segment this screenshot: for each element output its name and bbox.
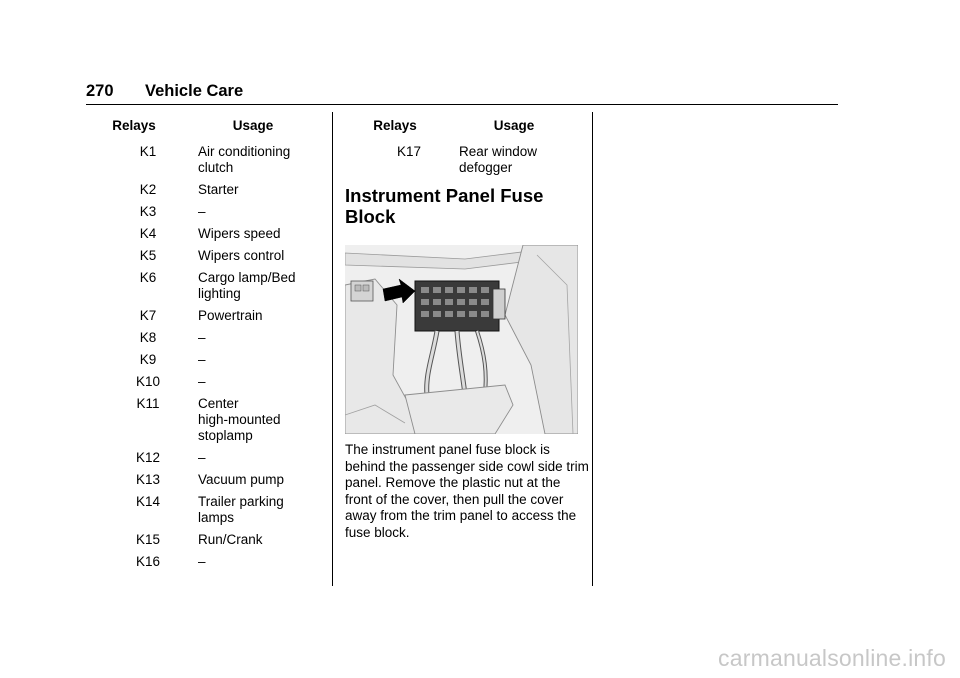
table-body: [98, 144, 318, 570]
usage-text: Starter: [198, 182, 239, 197]
usage-cell: [198, 532, 318, 548]
table-header-row: [359, 118, 579, 134]
usage-cell: [198, 248, 318, 264]
fuse-block-location-text: The instrument panel fuse block is behind the passenger side cowl side trim panel. Remove the plastic nut at the front of the cover, then pull the cover away from the trim panel to access the fuse block.: [345, 442, 589, 540]
column-header-relays: Relays: [112, 118, 156, 133]
table-row: [98, 308, 318, 324]
relay-id: K11: [136, 396, 160, 411]
usage-cell: [198, 204, 318, 220]
relay-cell: [98, 308, 198, 324]
table-row: [98, 554, 318, 570]
relay-usage-table-right: [359, 118, 579, 182]
usage-text: –: [198, 352, 206, 367]
usage-cell: [198, 144, 318, 176]
relay-id: K15: [135, 532, 161, 547]
usage-text: Vacuum pump: [198, 472, 285, 487]
table-row: [359, 144, 579, 176]
usage-cell: [459, 144, 579, 176]
table-row: [98, 450, 318, 466]
relay-cell: [98, 494, 198, 526]
usage-cell: [198, 450, 318, 466]
relay-cell: [98, 182, 198, 198]
usage-text: Wipers speed: [198, 226, 281, 241]
usage-cell: [198, 330, 318, 346]
usage-cell: [198, 472, 318, 488]
usage-text-continued: lighting: [198, 286, 241, 301]
usage-cell: [198, 226, 318, 242]
relay-cell: [98, 204, 198, 220]
relay-cell: [98, 554, 198, 570]
table-row: [98, 144, 318, 176]
site-watermark: carmanualsonline.info: [718, 645, 946, 671]
usage-text: Run/Crank: [198, 532, 263, 547]
subsection-heading: Instrument Panel Fuse Block: [345, 185, 544, 227]
table-row: [98, 182, 318, 198]
column-divider-left: [332, 112, 333, 586]
usage-text: –: [198, 554, 206, 569]
usage-text-continued: clutch: [198, 160, 234, 175]
table-row: [98, 204, 318, 220]
usage-cell: [198, 182, 318, 198]
usage-cell: [198, 352, 318, 368]
usage-text: Air conditioning: [198, 144, 291, 159]
relay-id: K9: [139, 352, 157, 367]
table-row: [98, 248, 318, 264]
usage-text: –: [198, 330, 206, 345]
relay-id: K4: [139, 226, 157, 241]
relay-id: K17: [396, 144, 422, 159]
table-header-row: [98, 118, 318, 134]
section-title: Vehicle Care: [145, 82, 244, 100]
relay-usage-table-left: [98, 118, 318, 576]
usage-text: Rear window: [459, 144, 538, 159]
relay-cell: [98, 144, 198, 176]
relay-id: K1: [139, 144, 157, 159]
relay-cell: [98, 226, 198, 242]
relay-id: K8: [139, 330, 157, 345]
relay-cell: [98, 270, 198, 302]
usage-text: –: [198, 204, 206, 219]
usage-text-continued: defogger: [459, 160, 513, 175]
table-row: [98, 270, 318, 302]
usage-text-continued: high-mounted stoplamp: [198, 412, 281, 443]
usage-cell: [198, 308, 318, 324]
usage-text-continued: lamps: [198, 510, 235, 525]
table-body: [359, 144, 579, 176]
column-header-relays: Relays: [373, 118, 417, 133]
relay-id: K6: [139, 270, 157, 285]
table-row: [98, 532, 318, 548]
usage-text: Wipers control: [198, 248, 285, 263]
relay-id: K10: [135, 374, 161, 389]
usage-text: Cargo lamp/Bed: [198, 270, 296, 285]
usage-cell: [198, 374, 318, 390]
table-row: [98, 374, 318, 390]
relay-id: K12: [135, 450, 161, 465]
relay-id: K3: [139, 204, 157, 219]
fuse-block-location-illustration: [345, 245, 578, 434]
table-row: [98, 352, 318, 368]
usage-cell: [198, 554, 318, 570]
page-number: 270: [86, 82, 114, 100]
relay-cell: [98, 248, 198, 264]
relay-cell: [98, 472, 198, 488]
relay-id: K7: [139, 308, 157, 323]
usage-text: Center: [198, 396, 239, 411]
relay-cell: [98, 532, 198, 548]
table-row: [98, 494, 318, 526]
usage-cell: [198, 396, 318, 444]
column-header-usage: Usage: [232, 118, 274, 133]
relay-cell: [98, 450, 198, 466]
usage-text: Powertrain: [198, 308, 263, 323]
relay-cell: [98, 352, 198, 368]
column-header-usage: Usage: [493, 118, 535, 133]
relay-id: K14: [135, 494, 161, 509]
table-row: [98, 330, 318, 346]
relay-id: K16: [135, 554, 161, 569]
relay-id: K2: [139, 182, 157, 197]
usage-cell: [198, 270, 318, 302]
relay-cell: [98, 396, 198, 444]
relay-cell: [98, 330, 198, 346]
column-divider-right: [592, 112, 593, 586]
table-row: [98, 226, 318, 242]
page-header: [86, 82, 838, 105]
usage-cell: [198, 494, 318, 526]
usage-text: Trailer parking: [198, 494, 284, 509]
usage-text: –: [198, 450, 206, 465]
table-row: [98, 472, 318, 488]
relay-id: K13: [135, 472, 161, 487]
relay-id: K5: [139, 248, 157, 263]
table-row: [98, 396, 318, 444]
relay-cell: [98, 374, 198, 390]
relay-cell: [359, 144, 459, 176]
usage-text: –: [198, 374, 206, 389]
